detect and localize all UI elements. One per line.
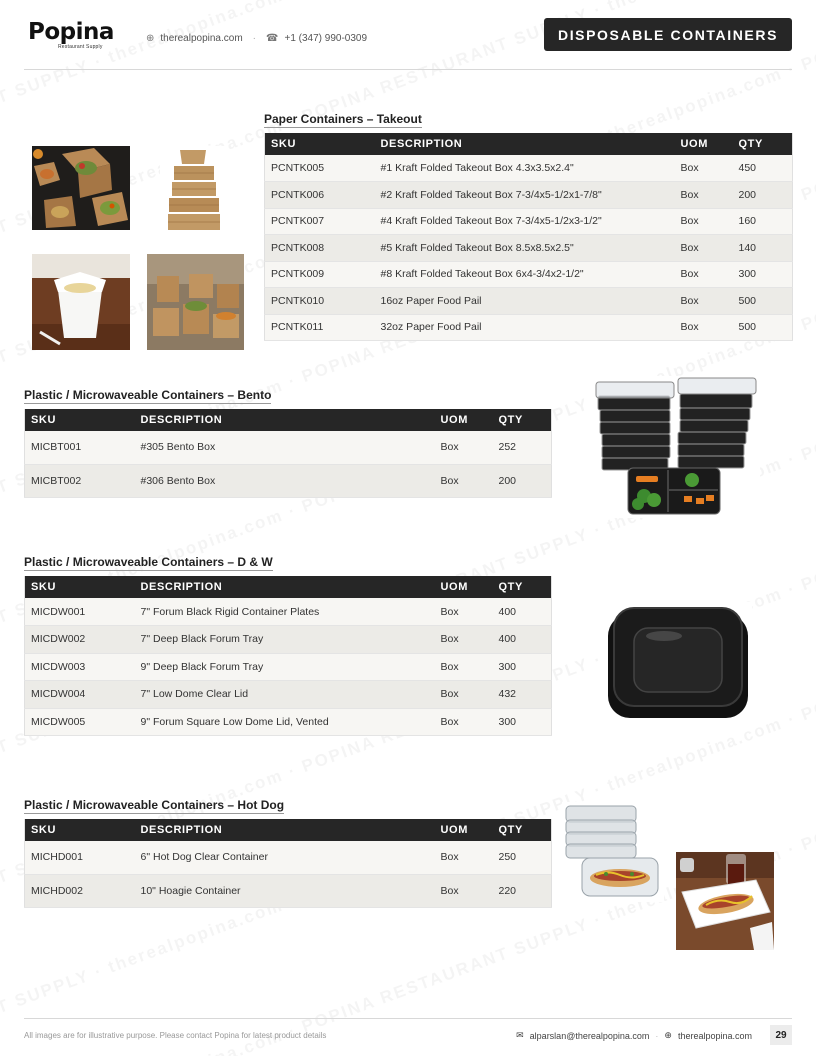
- cell-uom: Box: [435, 431, 493, 464]
- table-row: [25, 841, 552, 874]
- cell-qty: 400: [493, 598, 552, 626]
- table-row: [25, 681, 552, 709]
- cell-description: #8 Kraft Folded Takeout Box 6x4-3/4x2-1/2": [375, 261, 675, 288]
- cell-qty: 160: [733, 208, 793, 235]
- popina-logo[interactable]: [28, 19, 114, 50]
- col-qty: QTY: [493, 409, 552, 431]
- section-title: Plastic / Microwaveable Containers – Bento: [24, 388, 272, 402]
- footer-disclaimer: All images are for illustrative purpose. Please contact Popina for latest product details: [24, 1031, 327, 1040]
- table-row: [265, 208, 793, 235]
- cell-uom: Box: [675, 155, 733, 182]
- cell-description: 7" Deep Black Forum Tray: [135, 626, 435, 654]
- page-footer: [24, 1018, 792, 1048]
- cell-description: #305 Bento Box: [135, 431, 435, 464]
- cell-sku: MICDW005: [25, 708, 135, 736]
- col-description: DESCRIPTION: [135, 576, 435, 598]
- globe-icon: ⊕: [146, 33, 155, 44]
- table-row: [265, 155, 793, 182]
- cell-uom: Box: [435, 681, 493, 709]
- cell-sku: MICDW002: [25, 626, 135, 654]
- cell-description: 32oz Paper Food Pail: [375, 314, 675, 341]
- separator: ·: [252, 33, 257, 44]
- cell-qty: 200: [493, 464, 552, 497]
- cell-qty: 400: [493, 626, 552, 654]
- cell-description: #4 Kraft Folded Takeout Box 7-3/4x5-1/2x3-1/2": [375, 208, 675, 235]
- kraft-boxes-food-image: [32, 146, 130, 230]
- product-table: [24, 409, 552, 498]
- phone-icon: ☎: [266, 33, 279, 44]
- cell-sku: PCNTK008: [265, 235, 375, 262]
- cell-sku: PCNTK007: [265, 208, 375, 235]
- cell-uom: Box: [675, 261, 733, 288]
- separator: ·: [655, 1030, 659, 1041]
- cell-uom: Box: [435, 708, 493, 736]
- table-header: [25, 576, 552, 598]
- black-forum-tray-image: [604, 602, 752, 724]
- table-header: [265, 133, 793, 155]
- table-header: [25, 409, 552, 431]
- table-header: [25, 819, 552, 841]
- cell-description: #306 Bento Box: [135, 464, 435, 497]
- cell-qty: 500: [733, 288, 793, 315]
- cell-sku: PCNTK009: [265, 261, 375, 288]
- cell-qty: 252: [493, 431, 552, 464]
- section-hotdog: [24, 796, 552, 908]
- logo-text: Popina: [28, 19, 114, 45]
- table-row: [25, 464, 552, 497]
- col-uom: UOM: [435, 576, 493, 598]
- cell-qty: 450: [733, 155, 793, 182]
- header-website[interactable]: therealpopina.com: [160, 33, 243, 44]
- col-sku: SKU: [25, 409, 135, 431]
- cell-description: 7" Low Dome Clear Lid: [135, 681, 435, 709]
- cell-qty: 300: [493, 708, 552, 736]
- col-sku: SKU: [265, 133, 375, 155]
- product-table: [264, 133, 793, 341]
- email-icon: ✉: [516, 1030, 524, 1040]
- globe-icon: ⊕: [664, 1030, 672, 1040]
- cell-description: 9" Forum Square Low Dome Lid, Vented: [135, 708, 435, 736]
- product-table: [24, 819, 552, 908]
- cell-qty: 220: [493, 874, 552, 907]
- section-bento: [24, 386, 552, 498]
- section-title: Paper Containers – Takeout: [264, 112, 422, 126]
- table-row: [25, 598, 552, 626]
- footer-website[interactable]: therealpopina.com: [677, 1030, 752, 1041]
- col-description: DESCRIPTION: [135, 409, 435, 431]
- cell-qty: 140: [733, 235, 793, 262]
- cell-description: 9" Deep Black Forum Tray: [135, 653, 435, 681]
- kraft-boxes-table-image: [147, 254, 244, 350]
- cell-qty: 200: [733, 182, 793, 209]
- cell-sku: MICHD001: [25, 841, 135, 874]
- cell-sku: PCNTK006: [265, 182, 375, 209]
- header-phone[interactable]: +1 (347) 990-0309: [284, 33, 368, 44]
- table-row: [25, 431, 552, 464]
- table-row: [265, 182, 793, 209]
- page-number: 29: [770, 1025, 792, 1045]
- table-row: [265, 261, 793, 288]
- bento-boxes-image: [592, 376, 760, 518]
- hotdog-tray-image: [676, 852, 774, 950]
- section-paper-takeout: [264, 110, 793, 341]
- cell-description: 16oz Paper Food Pail: [375, 288, 675, 315]
- cell-description: 6" Hot Dog Clear Container: [135, 841, 435, 874]
- table-row: [265, 288, 793, 315]
- footer-email[interactable]: alparslan@therealpopina.com: [529, 1030, 650, 1041]
- cell-sku: PCNTK011: [265, 314, 375, 341]
- cell-sku: MICDW001: [25, 598, 135, 626]
- cell-description: #5 Kraft Folded Takeout Box 8.5x8.5x2.5": [375, 235, 675, 262]
- col-qty: QTY: [733, 133, 793, 155]
- table-row: [265, 314, 793, 341]
- col-sku: SKU: [25, 819, 135, 841]
- cell-uom: Box: [435, 653, 493, 681]
- cell-qty: 300: [493, 653, 552, 681]
- cell-description: 10" Hoagie Container: [135, 874, 435, 907]
- col-uom: UOM: [435, 819, 493, 841]
- cell-uom: Box: [675, 208, 733, 235]
- cell-sku: MICBT001: [25, 431, 135, 464]
- page-title: DISPOSABLE CONTAINERS: [544, 18, 792, 51]
- cell-description: 7" Forum Black Rigid Container Plates: [135, 598, 435, 626]
- section-title: Plastic / Microwaveable Containers – Hot Dog: [24, 798, 285, 812]
- col-uom: UOM: [675, 133, 733, 155]
- section-title: Plastic / Microwaveable Containers – D & W: [24, 555, 273, 569]
- table-row: [265, 235, 793, 262]
- table-row: [25, 626, 552, 654]
- col-sku: SKU: [25, 576, 135, 598]
- cell-uom: Box: [435, 841, 493, 874]
- clear-hotdog-container-image: [562, 802, 664, 902]
- cell-sku: PCNTK010: [265, 288, 375, 315]
- cell-uom: Box: [675, 182, 733, 209]
- cell-sku: MICDW003: [25, 653, 135, 681]
- footer-contact: [516, 1030, 752, 1041]
- product-table: [24, 576, 552, 736]
- cell-sku: PCNTK005: [265, 155, 375, 182]
- section-dw: [24, 553, 552, 736]
- cell-sku: MICDW004: [25, 681, 135, 709]
- cell-sku: MICHD002: [25, 874, 135, 907]
- cell-uom: Box: [675, 235, 733, 262]
- cell-qty: 500: [733, 314, 793, 341]
- cell-description: #2 Kraft Folded Takeout Box 7-3/4x5-1/2x1-7/8": [375, 182, 675, 209]
- cell-description: #1 Kraft Folded Takeout Box 4.3x3.5x2.4": [375, 155, 675, 182]
- col-qty: QTY: [493, 819, 552, 841]
- col-qty: QTY: [493, 576, 552, 598]
- table-row: [25, 874, 552, 907]
- cell-uom: Box: [675, 288, 733, 315]
- white-food-pail-image: [32, 254, 130, 350]
- cell-sku: MICBT002: [25, 464, 135, 497]
- cell-qty: 250: [493, 841, 552, 874]
- col-uom: UOM: [435, 409, 493, 431]
- col-description: DESCRIPTION: [375, 133, 675, 155]
- cell-uom: Box: [675, 314, 733, 341]
- cell-uom: Box: [435, 874, 493, 907]
- cell-qty: 432: [493, 681, 552, 709]
- logo-subtitle: Restaurant Supply: [58, 44, 103, 50]
- cell-uom: Box: [435, 464, 493, 497]
- table-row: [25, 708, 552, 736]
- page-header: [24, 18, 792, 70]
- table-row: [25, 653, 552, 681]
- cell-uom: Box: [435, 598, 493, 626]
- stacked-kraft-boxes-image: [160, 146, 228, 232]
- header-contact: [146, 33, 367, 44]
- col-description: DESCRIPTION: [135, 819, 435, 841]
- cell-uom: Box: [435, 626, 493, 654]
- cell-qty: 300: [733, 261, 793, 288]
